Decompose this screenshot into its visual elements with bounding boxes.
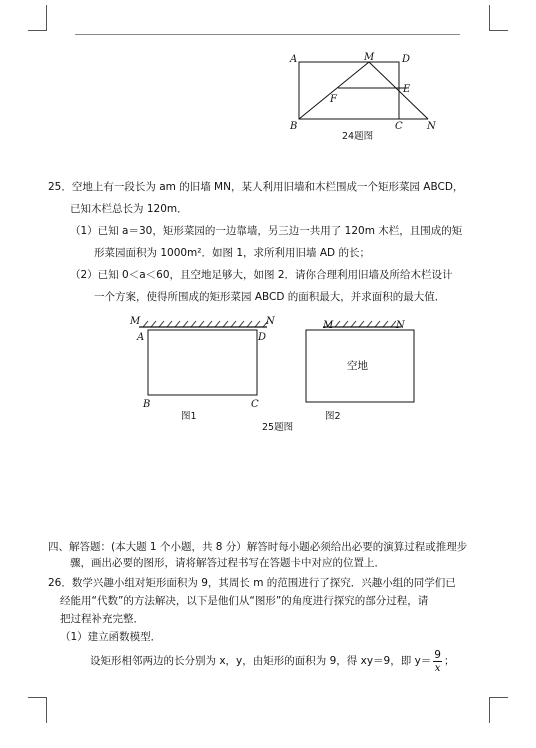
label-b: B bbox=[290, 121, 298, 132]
fraction-9-over-x bbox=[433, 649, 442, 674]
fig2-label-n: N bbox=[396, 320, 405, 331]
label-m: M bbox=[364, 52, 375, 63]
crop-mark-top-line bbox=[75, 34, 460, 35]
label-f: F bbox=[330, 94, 337, 105]
crop-mark-top-right-v bbox=[489, 5, 490, 31]
label-e: E bbox=[403, 84, 411, 95]
q26-line4-wrap bbox=[90, 646, 454, 676]
fig1-label-b: B bbox=[143, 399, 151, 410]
figure-25-1 bbox=[129, 316, 276, 422]
fraction-numerator: 9 bbox=[434, 648, 441, 661]
label-d: D bbox=[402, 54, 411, 65]
figure-25 bbox=[125, 312, 425, 434]
wall-hatching-2 bbox=[327, 321, 396, 327]
fig2-empty-lot-label: 空地 bbox=[347, 360, 368, 372]
label-n: N bbox=[427, 121, 436, 132]
crop-mark-top-left-h bbox=[28, 30, 47, 31]
figure-24-caption: 24题图 bbox=[342, 131, 374, 142]
crop-mark-top-right-h bbox=[489, 30, 508, 31]
line-bm bbox=[299, 62, 369, 119]
section4-line2: 骤，画出必要的图形，请将解答过程书写在答题卡中对应的位置上． bbox=[70, 557, 385, 569]
crop-mark-bottom-right-h bbox=[489, 697, 508, 698]
fig1-label-d: D bbox=[258, 332, 267, 343]
figure-25-2 bbox=[306, 320, 414, 422]
fig1-label-a: A bbox=[137, 332, 145, 343]
q26-line2: 经能用“代数”的方法解决，以下是他们从“图形”的角度进行探究的部分过程，请 bbox=[60, 595, 429, 607]
q26-line3: 把过程补充完整． bbox=[60, 613, 144, 625]
wall-hatching-1 bbox=[143, 321, 268, 327]
crop-mark-bottom-left-h bbox=[28, 697, 47, 698]
q26-sub1: （1）建立函数模型． bbox=[60, 631, 162, 643]
fig2-caption: 图2 bbox=[325, 411, 341, 422]
label-c: C bbox=[395, 121, 403, 132]
q26-line4: 设矩形相邻两边的长分别为 x，y，由矩形的面积为 9，得 xy＝9，即 y＝ bbox=[90, 655, 432, 667]
q25-line2: 已知木栏总长为 120m． bbox=[70, 203, 188, 215]
crop-mark-bottom-left-v bbox=[46, 697, 47, 723]
section4-line1: 四、解答题：(本大题 1 个小题，共 8 分）解答时每小题必须给出必要的演算过程或推理步 bbox=[48, 541, 468, 553]
fig1-label-n: N bbox=[266, 316, 275, 327]
fraction-denominator: x bbox=[434, 661, 441, 674]
q25-part1-line1: （1）已知 a＝30，矩形菜园的一边靠墙，另三边一共用了 120m 木栏，且围成的矩 bbox=[70, 225, 463, 237]
q25-part2-line2: 一个方案，使得所围成的矩形菜园 ABCD 的面积最大，并求面积的最大值． bbox=[94, 291, 446, 303]
garden-rect-1 bbox=[148, 330, 257, 395]
fig1-caption: 图1 bbox=[181, 411, 197, 422]
fig1-label-c: C bbox=[251, 399, 259, 410]
figure-24 bbox=[280, 50, 450, 145]
label-a: A bbox=[290, 54, 298, 65]
q25-part2-line1: （2）已知 0＜a＜60，且空地足够大，如图 2．请你合理利用旧墙及所给木栏设计 bbox=[70, 269, 453, 281]
fig2-label-m: M bbox=[323, 320, 334, 331]
rect-abcd bbox=[299, 62, 399, 119]
crop-mark-bottom-right-v bbox=[489, 697, 490, 723]
q26-line4-end: ； bbox=[443, 655, 455, 667]
crop-mark-top-left-v bbox=[46, 5, 47, 31]
figure-25-caption: 25题图 bbox=[262, 422, 294, 433]
fig1-label-m: M bbox=[130, 316, 141, 327]
q26-line1: 26．数学兴趣小组对矩形面积为 9，其周长 m 的范围进行了探究．兴趣小组的同学们已 bbox=[48, 577, 456, 589]
q25-part1-line2: 形菜园面积为 1000m²．如图 1，求所利用旧墙 AD 的长； bbox=[94, 247, 370, 259]
q25-line1: 25．空地上有一段长为 am 的旧墙 MN，某人利用旧墙和木栏围成一个矩形菜园 ABCD， bbox=[48, 181, 464, 193]
